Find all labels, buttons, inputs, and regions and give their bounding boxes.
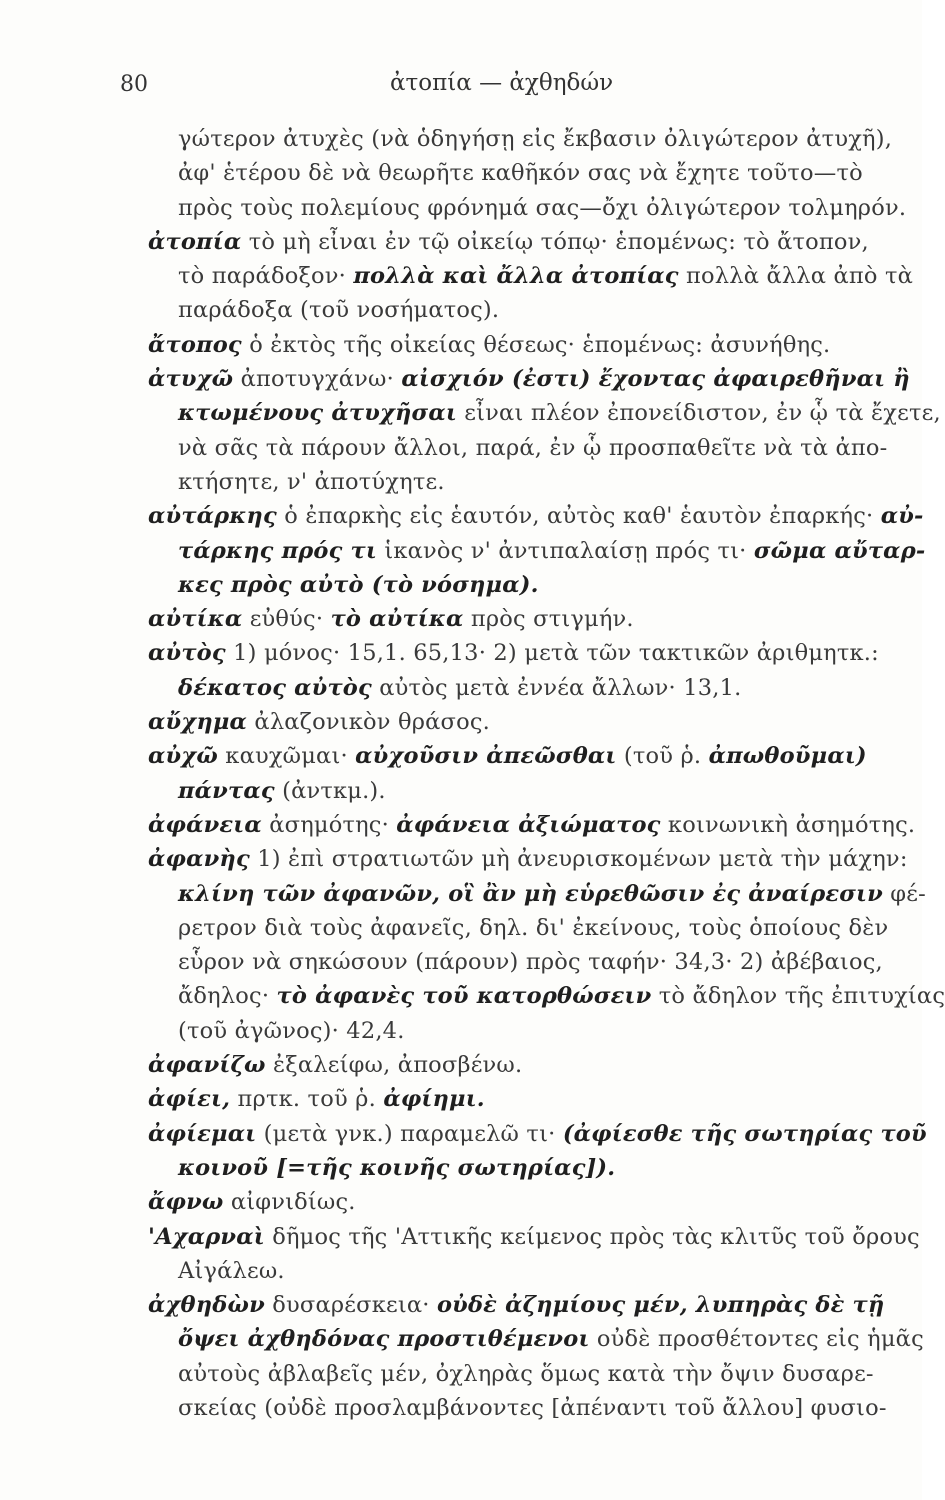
text-line [148, 1185, 870, 1219]
page-header [0, 58, 922, 98]
headword-text: αὐτάρκης [148, 503, 277, 530]
text-line [148, 1288, 885, 1322]
text-line [148, 1322, 924, 1356]
definition-text: φέ- [882, 880, 926, 907]
text-line [148, 431, 888, 465]
text-line [148, 362, 910, 396]
headword-text: πολλὰ καὶ ἄλλα ἀτοπίας [353, 263, 679, 290]
definition-text: ἀλαζονικὸν θράσος. [247, 709, 490, 736]
running-head: ἀτοπία — ἀχθηδών [390, 70, 614, 96]
text-line [148, 534, 926, 568]
headword-text: πάντας [178, 777, 275, 804]
definition-text: εἶναι πλέον ἐπονείδιστον, ἐν ᾧ τὰ ἔχετε, [456, 400, 941, 427]
headword-text: κοινοῦ [=τῆς κοινῆς σωτηρίας]). [178, 1154, 616, 1181]
headword-text: δέκατος αὐτὸς [178, 674, 372, 701]
definition-text: ἀποτυγχάνω· [233, 366, 402, 393]
text-line [148, 225, 870, 259]
definition-text: σκείας (οὐδὲ προσλαμβάνοντες [ἀπέναντι τοῦ ἄλλου] φυσιο- [178, 1394, 887, 1421]
text-line [148, 156, 870, 190]
definition-text: αὐτὸς μετὰ ἐννέα ἄλλων· 13,1. [371, 674, 742, 701]
definition-text: (τοῦ ἀγῶνος)· 42,4. [178, 1017, 405, 1044]
text-line [148, 1357, 874, 1391]
definition-text: ἐξαλείφω, ἀποσβένω. [265, 1052, 523, 1079]
definition-text: καυχῶμαι· [217, 743, 356, 770]
headword-text: αἰσχιόν (ἐστι) ἔχοντας ἀφαιρεθῆναι ἢ [401, 366, 910, 393]
definition-text: αὐτοὺς ἀβλαβεῖς μέν, ὀχληρὰς ὅμως κατὰ τὴν ὄψιν δυσαρε- [178, 1360, 874, 1387]
text-line [148, 1151, 870, 1185]
definition-text: δυσαρέσκεια· [264, 1292, 437, 1319]
text-line [148, 1254, 870, 1288]
text-line [148, 1082, 870, 1116]
text-line [148, 671, 870, 705]
headword-text: ἀφανὴς [148, 846, 250, 873]
text-line [148, 328, 870, 362]
text-line [148, 636, 879, 670]
headword-text: σῶμα αὔταρ- [753, 537, 926, 564]
text-line [148, 568, 870, 602]
page-number: 80 [120, 72, 148, 97]
definition-text: ἀφ' ἑτέρου δὲ νὰ θεωρῆτε καθῆκόν σας νὰ ἔχητε τοῦτο—τὸ [178, 160, 863, 187]
text-line [148, 705, 870, 739]
headword-text: ἄτοπος [148, 331, 242, 358]
headword-text: κλίνη τῶν ἀφανῶν, οἳ ἂν μὴ εὑρεθῶσιν ἐς ἀναίρεσιν [178, 880, 883, 907]
headword-text: ὄψει ἀχθηδόνας προστιθέμενοι [178, 1326, 590, 1353]
definition-text: κοινωνικὴ ἀσημότης. [660, 811, 916, 838]
definition-text: δῆμος τῆς 'Αττικῆς κείμενος πρὸς τὰς κλιτῦς τοῦ ὄρους [264, 1223, 920, 1250]
headword-text: οὐδὲ ἀζημίους μέν, λυπηρὰς δὲ τῇ [436, 1292, 885, 1319]
headword-text: 'Αχαρναὶ [148, 1223, 265, 1250]
definition-text: πρὸς στιγμήν. [463, 606, 634, 633]
text-line [148, 739, 870, 773]
definition-text: (μετὰ γνκ.) παραμελῶ τι· [256, 1120, 563, 1147]
text-line [148, 1048, 870, 1082]
definition-text: οὐδὲ προσθέτοντες εἰς ἡμᾶς [589, 1326, 924, 1353]
headword-text: ἀφίει, [148, 1086, 231, 1113]
text-line [148, 945, 883, 979]
definition-text: ὁ ἐκτὸς τῆς οἰκείας θέσεως· ἑπομένως: ἀσυνήθης. [241, 331, 831, 358]
definition-text: (ἀντκμ.). [274, 777, 386, 804]
headword-text: τὸ ἀφανὲς τοῦ κατορθώσειν [276, 983, 652, 1010]
text-line [148, 877, 926, 911]
headword-text: ἀφίημι. [383, 1086, 485, 1113]
text-line [148, 259, 914, 293]
headword-text: (ἀφίεσθε τῆς σωτηρίας τοῦ [562, 1120, 927, 1147]
definition-text: τὸ ἄδηλον τῆς ἐπιτυχίας [651, 983, 945, 1010]
text-line [148, 191, 907, 225]
headword-text: τὸ αὐτίκα [330, 606, 464, 633]
headword-text: αὔχημα [148, 709, 248, 736]
headword-text: ἀχθηδὼν [148, 1292, 265, 1319]
definition-text: γώτερον ἀτυχὲς (νὰ ὁδηγήσῃ εἰς ἔκβασιν ὀλιγώτερον ἀτυχῆ), [178, 126, 893, 152]
definition-text: ἀσημότης· [261, 811, 397, 838]
definition-text: παράδοξα (τοῦ νοσήματος). [178, 297, 500, 324]
headword-text: ἀφάνεια [148, 811, 262, 838]
headword-text: ἀφίεμαι [148, 1120, 257, 1147]
definition-text: αἰφνιδίως. [223, 1189, 356, 1216]
text-line [148, 979, 945, 1013]
headword-text: αὐτίκα [148, 606, 243, 633]
headword-text: κες πρὸς αὐτὸ (τὸ νόσημα). [178, 571, 539, 598]
headword-text: αὐτὸς [148, 640, 226, 667]
headword-text: αὐχῶ [148, 743, 218, 770]
definition-text: πολλὰ ἄλλα ἀπὸ τὰ [678, 263, 914, 290]
definition-text: πρτκ. τοῦ ῥ. [230, 1086, 384, 1113]
definition-text: πρὸς τοὺς πολεμίους φρόνημά σας—ὄχι ὀλιγώτερον τολμηρόν. [178, 194, 907, 221]
definition-text: Αἰγάλεω. [178, 1257, 285, 1284]
definition-text: νὰ σᾶς τὰ πάρουν ἄλλοι, παρά, ἐν ᾧ προσπαθεῖτε νὰ τὰ ἀπο- [178, 434, 888, 461]
text-line [148, 808, 916, 842]
text-line [148, 465, 870, 499]
headword-text: τάρκης πρός τι [178, 537, 377, 564]
text-line [148, 1014, 870, 1048]
headword-text: αὐχοῦσιν ἀπεῶσθαι [355, 743, 617, 770]
definition-text: εὗρον νὰ σηκώσουν (πάρουν) πρὸς ταφήν· 34,3· 2) ἀβέβαιος, [178, 949, 883, 976]
text-line [148, 1220, 920, 1254]
glossary-body [148, 122, 945, 1425]
headword-text: ἀφάνεια ἀξιώματος [396, 811, 661, 838]
definition-text: τὸ παράδοξον· [178, 263, 354, 290]
definition-text: ἱκανὸς ν' ἀντιπαλαίσῃ πρός τι· [376, 537, 754, 564]
definition-text: εὐθύς· [242, 606, 331, 633]
headword-text: κτωμένους ἀτυχῆσαι [178, 400, 457, 427]
headword-text: ἄφνω [148, 1189, 224, 1216]
text-line [148, 1117, 927, 1151]
definition-text: ρετρον διὰ τοὺς ἀφανεῖς, δηλ. δι' ἐκείνους, τοὺς ὁποίους δὲν [178, 914, 889, 941]
definition-text: 1) ἐπὶ στρατιωτῶν μὴ ἀνευρισκομένων μετὰ τὴν μάχην: [249, 846, 908, 873]
text-line [148, 122, 893, 156]
definition-text: (τοῦ ῥ. [616, 743, 709, 770]
text-line [148, 1391, 887, 1425]
definition-text: ἄδηλος· [178, 983, 277, 1010]
text-line [148, 842, 908, 876]
definition-text: τὸ μὴ εἶναι ἐν τῷ οἰκείῳ τόπῳ· ἑπομένως: τὸ ἄτοπον, [241, 228, 869, 255]
headword-text: ἀτυχῶ [148, 366, 234, 393]
text-line [148, 499, 924, 533]
headword-text: αὐ- [880, 503, 924, 530]
definition-text: 1) μόνος· 15,1. 65,13· 2) μετὰ τῶν τακτικῶν ἀριθμητκ.: [225, 640, 879, 667]
headword-text: ἀπωθοῦμαι) [708, 743, 867, 770]
text-line [148, 911, 889, 945]
headword-text: ἀτοπία [148, 228, 242, 255]
headword-text: ἀφανίζω [148, 1052, 266, 1079]
definition-text: ὁ ἐπαρκὴς εἰς ἑαυτόν, αὐτὸς καθ' ἑαυτὸν ἐπαρκής· [276, 503, 881, 530]
text-line [148, 293, 870, 327]
text-line [148, 396, 941, 430]
definition-text: κτήσητε, ν' ἀποτύχητε. [178, 468, 445, 495]
text-line [148, 602, 870, 636]
text-line [148, 774, 870, 808]
